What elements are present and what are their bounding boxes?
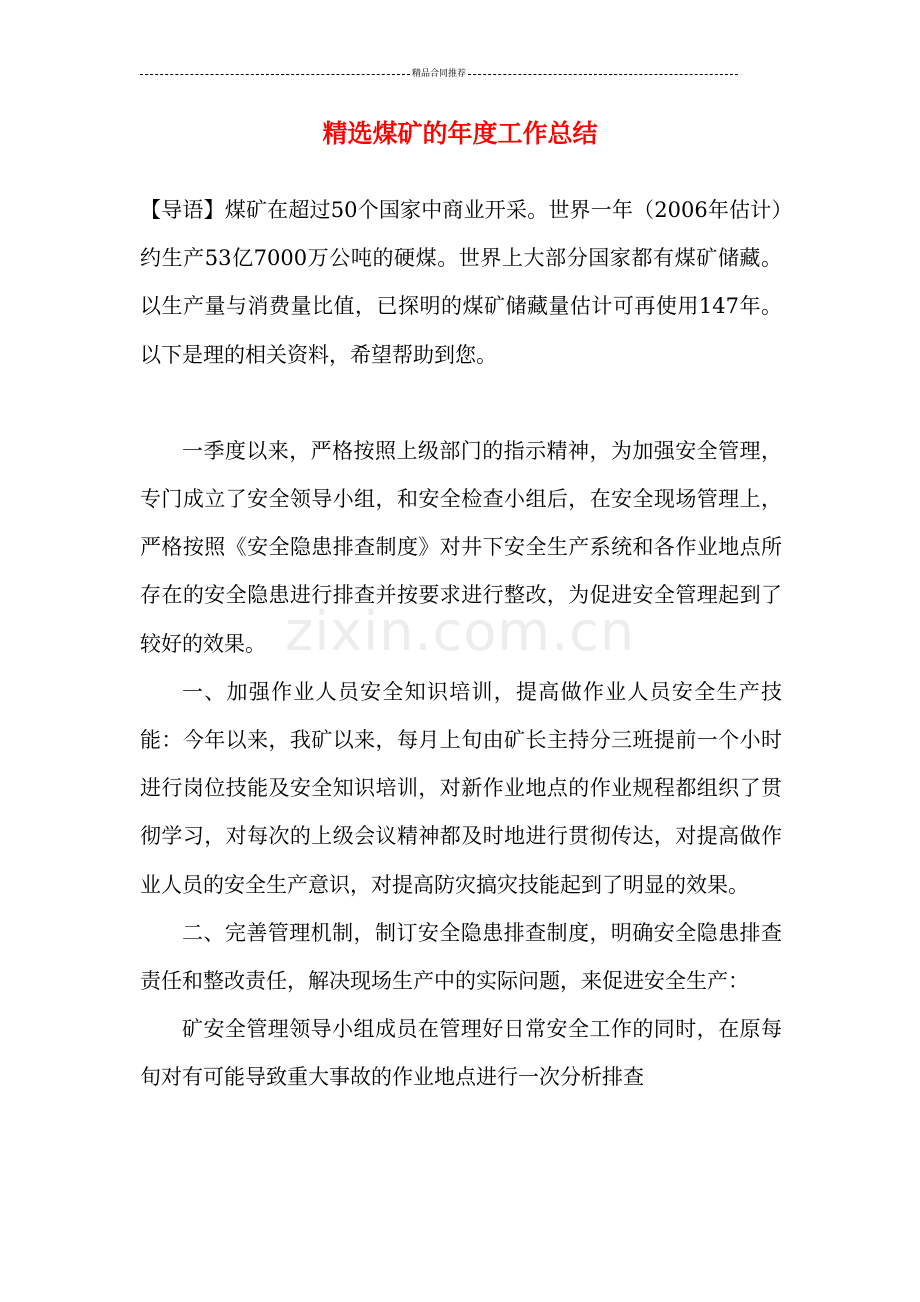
header-label: 精品合同推荐 — [412, 69, 467, 79]
body-paragraph: 一季度以来，严格按照上级部门的指示精神，为加强安全管理，专门成立了安全领导小组，和安全检查小组后，在安全现场管理上，严格按照《安全隐患排查制度》对井下安全生产系统和各作业地点所存在的安全隐患进行排查并按要求进行整改，为促进安全管理起到了较好的效果。 — [140, 438, 782, 656]
body-paragraph: 二、完善管理机制，制订安全隐患排查制度，明确安全隐患排查责任和整改责任，解决现场生产中的实际问题，来促进安全生产： — [140, 920, 782, 994]
body-paragraph: 一、加强作业人员安全知识培训，提高做作业人员安全生产技能：今年以来，我矿以来，每月上旬由矿长主持分三班提前一个小时进行岗位技能及安全知识培训，对新作业地点的作业规程都组织了贯彻学习，对每次的上级会议精神都及时地进行贯彻传达，对提高做作业人员的安全生产意识，对提高防灾搞灾技能起到了明显的效果。 — [140, 679, 782, 897]
paragraph-gap — [140, 379, 782, 427]
header-dash-right — [468, 74, 738, 75]
body-paragraph: 矿安全管理领导小组成员在管理好日常安全工作的同时，在原每旬对有可能导致重大事故的作业地点进行一次分析排查 — [140, 1017, 782, 1090]
header-rule — [140, 66, 738, 82]
header-dash-left — [140, 74, 410, 75]
page-title: 精选煤矿的年度工作总结 — [322, 119, 598, 148]
intro-paragraph: 【导语】煤矿在超过50个国家中商业开采。世界一年（2006年估计）约生产53亿7000万公吨的硬煤。世界上大部分国家都有煤矿储藏。以生产量与消费量比值，已探明的煤矿储藏量估计可再使用147年。以下是理的相关资料，希望帮助到您。 — [140, 198, 782, 367]
document-body — [140, 186, 782, 1102]
watermark: zixin.com.cn — [284, 600, 636, 663]
